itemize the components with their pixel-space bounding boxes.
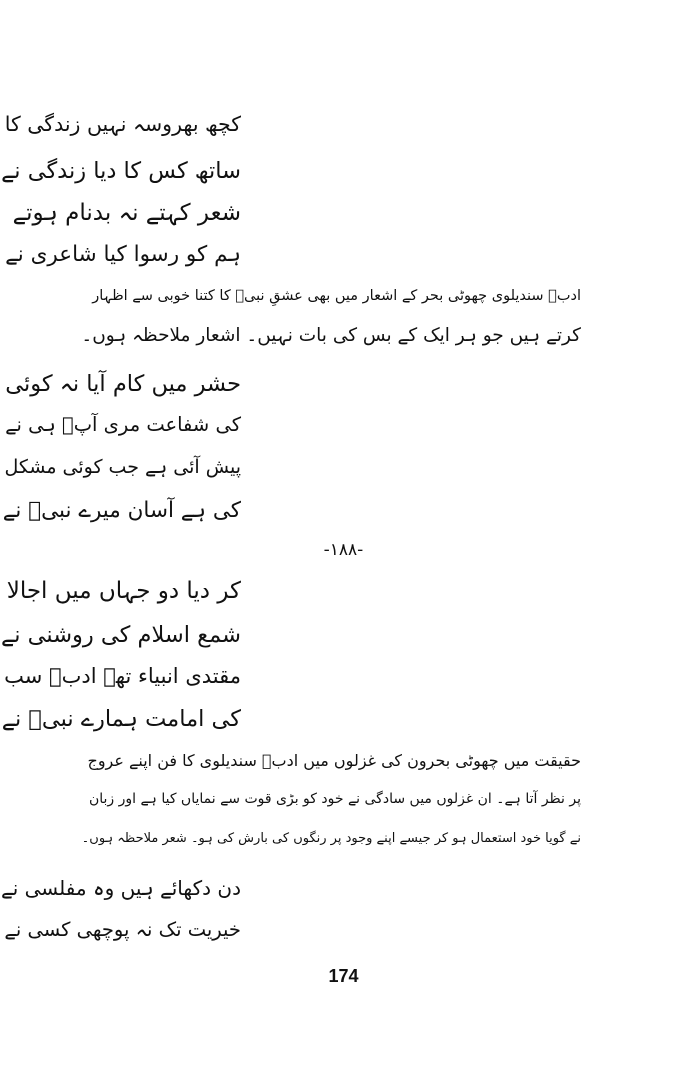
prose-line: حقیقت میں چھوٹی بحرون کی غزلوں میں ادبؔ سندیلوی کا فن اپنے عروج	[87, 751, 581, 770]
verse-line: کی ہے آسان میرے نبیؐ نے	[2, 498, 241, 523]
verse-line: شمع اسلام کی روشنی نے	[1, 622, 241, 648]
folio-marker: -۱۸۸-	[323, 540, 364, 560]
verse-line: شعر کہتے نہ بدنام ہوتے	[12, 200, 241, 226]
verse-line: ساتھ کس کا دیا زندگی نے	[1, 158, 241, 184]
verse-line: دن دکھائے ہیں وہ مفلسی نے	[0, 876, 241, 900]
verse-line: خیریت تک نہ پوچھی کسی نے	[4, 918, 241, 941]
verse-line: حشر میں کام آیا نہ کوئی	[5, 371, 241, 397]
verse-line: کر دیا دو جہاں میں اجالا	[6, 578, 241, 604]
verse-line: پیش آئی ہے جب کوئی مشکل	[4, 456, 241, 478]
prose-line: پر نظر آتا ہے۔ ان غزلوں میں سادگی نے خود کو بڑی قوت سے نمایاں کیا ہے اور زبان	[88, 791, 581, 807]
prose-line: نے گویا خود استعمال ہو کر جیسے اپنے وجود پر رنگوں کی بارش کی ہو۔ شعر ملاحظہ ہوں۔	[81, 831, 581, 846]
prose-line: ادبؔ سندیلوی چھوٹی بحر کے اشعار میں بھی عشقِ نبیؐ کا کتنا خوبی سے اظہار	[92, 288, 581, 304]
verse-line: کی امامت ہمارے نبیؐ نے	[1, 706, 241, 732]
page-number: 174	[328, 966, 359, 986]
verse-line: کچھ بھروسہ نہیں زندگی کا	[4, 112, 241, 136]
verse-line: ہم کو رسوا کیا شاعری نے	[5, 242, 241, 267]
verse-line: کی شفاعت مری آپؐ ہی نے	[5, 413, 241, 436]
prose-line: کرتے ہیں جو ہر ایک کے بس کی بات نہیں۔ اشعار ملاحظہ ہوں۔	[81, 325, 581, 346]
verse-line: مقتدی انبیاء تھے ادبؔ سب	[4, 664, 241, 688]
